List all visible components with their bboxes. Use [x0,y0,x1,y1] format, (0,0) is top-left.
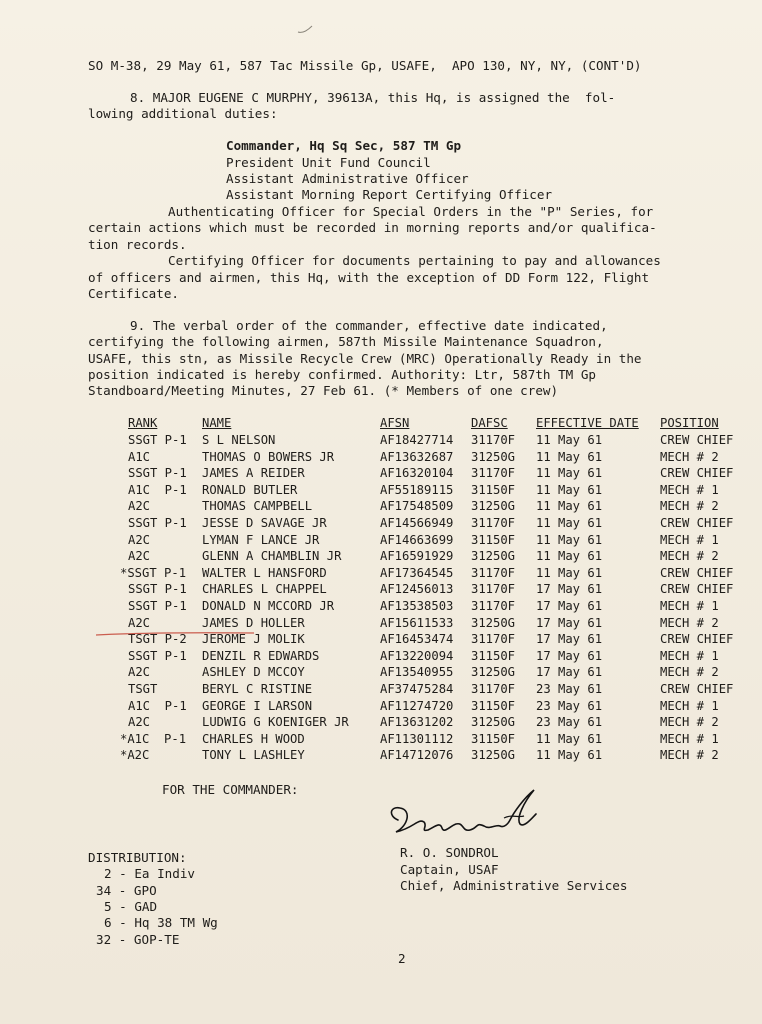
table-row [0,465,762,481]
table-row [0,648,762,664]
cell-effective-date: 17 May 61 [536,632,603,647]
cell-effective-date: 17 May 61 [536,582,603,597]
cell-afsn: AF18427714 [380,433,454,447]
handwritten-signature [384,788,554,848]
cell-effective-date: 11 May 61 [536,748,603,763]
cert-line1: Certifying Officer for documents pertaining to pay and allowances [168,253,661,268]
duty-president: President Unit Fund Council [226,155,431,170]
cell-effective-date: 11 May 61 [536,499,603,514]
cell-position: MECH # 1 [660,698,719,713]
para8-line1: 8. MAJOR EUGENE C MURPHY, 39613A, this Hq, is assigned the fol- [130,90,616,105]
cell-name: THOMAS CAMPBELL [202,499,313,514]
table-row [0,698,762,714]
cell-name: JESSE D SAVAGE JR [202,516,327,530]
signer-title: Chief, Administrative Services [400,878,628,893]
cell-effective-date: 11 May 61 [536,449,603,464]
cell-position: CREW CHIEF [660,682,734,696]
para9-line3: USAFE, this stn, as Missile Recycle Crew (MRC) Operationally Ready in the [88,351,642,366]
cell-rank: *SSGT P-1 [120,565,187,580]
page-number: 2 [398,951,406,966]
cell-afsn: AF13220094 [380,648,454,663]
cell-afsn: AF17548509 [380,499,454,514]
para9-line5: Standboard/Meeting Minutes, 27 Feb 61. (* Members of one crew) [88,383,559,398]
cell-rank: A1C P-1 [128,698,187,713]
cell-afsn: AF12456013 [380,582,454,597]
cell-dafsc: 31170F [471,599,516,613]
table-row [0,515,762,531]
cell-afsn: AF55189115 [380,482,454,497]
cell-position: MECH # 2 [660,665,719,680]
table-row [0,449,762,465]
cell-position: MECH # 2 [660,748,719,763]
cell-afsn: AF11274720 [380,698,454,713]
table-row [0,664,762,680]
para9-line4: position indicated is hereby confirmed. Authority: Ltr, 587th TM Gp [88,367,596,382]
cell-dafsc: 31250G [471,748,516,763]
table-header-row [0,415,762,431]
duty-commander: Commander, Hq Sq Sec, 587 TM Gp [226,138,462,153]
cell-rank: SSGT P-1 [128,433,187,447]
para8-line2: lowing additional duties: [88,106,278,121]
cell-name: JAMES A REIDER [202,466,305,481]
cell-name: CHARLES L CHAPPEL [202,582,327,597]
cell-position: MECH # 1 [660,482,719,497]
cell-rank: TSGT P-2 [128,632,187,647]
cell-afsn: AF14712076 [380,748,454,763]
duty-asst-admin: Assistant Administrative Officer [226,171,469,186]
cell-afsn: AF37475284 [380,682,454,696]
cell-position: MECH # 1 [660,532,719,547]
red-pencil-line [96,630,256,638]
cell-afsn: AF13540955 [380,665,454,680]
cell-name: DENZIL R EDWARDS [202,648,320,663]
cell-position: MECH # 1 [660,648,719,663]
cell-rank: A2C [128,532,151,547]
table-row [0,498,762,514]
cell-afsn: AF16320104 [380,466,454,481]
cell-afsn: AF13631202 [380,715,454,730]
auth-line1: Authenticating Officer for Special Orders in the "P" Series, for [168,204,654,219]
cell-position: MECH # 2 [660,615,719,630]
cell-name: JAMES D HOLLER [202,615,305,630]
table-row [0,581,762,597]
cell-effective-date: 23 May 61 [536,698,603,713]
cell-dafsc: 31250G [471,665,516,680]
cell-afsn: AF13538503 [380,599,454,613]
cell-afsn: AF16453474 [380,632,454,647]
cell-position: MECH # 2 [660,449,719,464]
cell-effective-date: 17 May 61 [536,599,603,613]
col-name-header: NAME [202,416,232,430]
cell-name: BERYL C RISTINE [202,682,313,696]
col-afsn-header: AFSN [380,416,410,430]
cell-dafsc: 31170F [471,516,516,530]
col-effective-date-header: EFFECTIVE DATE [536,416,639,430]
cell-name: S L NELSON [202,433,276,447]
for-the-commander: FOR THE COMMANDER: [162,782,299,797]
cell-name: LUDWIG G KOENIGER JR [202,715,349,730]
cell-effective-date: 11 May 61 [536,466,603,481]
cell-dafsc: 31150F [471,731,516,746]
cell-effective-date: 23 May 61 [536,715,603,730]
cell-name: JEROME J MOLIK [202,632,305,647]
cell-effective-date: 17 May 61 [536,615,603,630]
col-dafsc-header: DAFSC [471,416,508,430]
cell-position: MECH # 1 [660,599,719,613]
cell-afsn: AF17364545 [380,565,454,580]
cell-position: CREW CHIEF [660,433,734,447]
duty-morning-report: Assistant Morning Report Certifying Officer [226,187,553,202]
cell-effective-date: 11 May 61 [536,565,603,580]
cell-name: GEORGE I LARSON [202,698,313,713]
cell-afsn: AF15611533 [380,615,454,630]
cell-rank: SSGT P-1 [128,599,187,613]
table-row [0,482,762,498]
table-row [0,681,762,697]
cell-dafsc: 31250G [471,499,516,514]
table-row [0,598,762,614]
cert-line3: Certificate. [88,286,179,301]
cell-dafsc: 31170F [471,433,516,447]
cell-dafsc: 31150F [471,482,516,497]
cell-position: CREW CHIEF [660,632,734,647]
pencil-mark [296,22,316,36]
cell-afsn: AF14663699 [380,532,454,547]
cell-name: TONY L LASHLEY [202,748,305,763]
cell-position: MECH # 1 [660,731,719,746]
cell-dafsc: 31150F [471,532,516,547]
table-row [0,731,762,747]
cell-rank: A2C [128,615,151,630]
col-position-header: POSITION [660,416,719,430]
signer-rank: Captain, USAF [400,862,499,877]
cell-afsn: AF16591929 [380,549,454,564]
cell-dafsc: 31170F [471,466,516,481]
table-row [0,747,762,763]
cell-rank: A2C [128,499,151,514]
cell-rank: SSGT P-1 [128,466,187,481]
cell-rank: A2C [128,715,151,730]
table-row [0,615,762,631]
cell-dafsc: 31250G [471,549,516,564]
distribution-item: 5 - GAD [104,899,158,914]
cell-effective-date: 17 May 61 [536,665,603,680]
table-row [0,548,762,564]
cell-position: MECH # 2 [660,715,719,730]
cell-position: CREW CHIEF [660,582,734,597]
cell-rank: SSGT P-1 [128,648,187,663]
cell-rank: SSGT P-1 [128,582,187,597]
cell-rank: A1C [128,449,151,464]
auth-line2: certain actions which must be recorded in morning reports and/or qualifica- [88,220,657,235]
cert-line2: of officers and airmen, this Hq, with the exception of DD Form 122, Flight [88,270,650,285]
cell-name: RONALD BUTLER [202,482,298,497]
cell-position: MECH # 2 [660,499,719,514]
cell-effective-date: 11 May 61 [536,731,603,746]
cell-dafsc: 31170F [471,582,516,597]
cell-dafsc: 31250G [471,615,516,630]
table-row [0,714,762,730]
cell-rank: SSGT P-1 [128,516,187,530]
distribution-item: 32 - GOP-TE [96,932,180,947]
cell-name: THOMAS O BOWERS JR [202,449,335,464]
distribution-item: 2 - Ea Indiv [104,866,195,881]
cell-effective-date: 11 May 61 [536,532,603,547]
signer-name: R. O. SONDROL [400,845,499,860]
cell-effective-date: 11 May 61 [536,482,603,497]
cell-effective-date: 23 May 61 [536,682,603,696]
table-row [0,432,762,448]
cell-rank: A2C [128,665,151,680]
distribution-heading: DISTRIBUTION: [88,850,187,865]
cell-dafsc: 31250G [471,715,516,730]
cell-name: CHARLES H WOOD [202,731,305,746]
cell-afsn: AF11301112 [380,731,454,746]
cell-dafsc: 31150F [471,648,516,663]
distribution-item: 34 - GPO [96,883,157,898]
cell-rank: TSGT [128,682,158,696]
cell-dafsc: 31150F [471,698,516,713]
cell-dafsc: 31170F [471,682,516,696]
para9-line2: certifying the following airmen, 587th Missile Maintenance Squadron, [88,334,604,349]
cell-position: CREW CHIEF [660,466,734,481]
table-row [0,565,762,581]
cell-effective-date: 17 May 61 [536,648,603,663]
cell-dafsc: 31250G [471,449,516,464]
cell-afsn: AF13632687 [380,449,454,464]
cell-position: CREW CHIEF [660,516,734,530]
col-rank-header: RANK [128,416,158,430]
auth-line3: tion records. [88,237,187,252]
cell-name: WALTER L HANSFORD [202,565,327,580]
cell-name: DONALD N MCCORD JR [202,599,335,613]
cell-name: LYMAN F LANCE JR [202,532,320,547]
distribution-item: 6 - Hq 38 TM Wg [104,915,218,930]
order-header: SO M-38, 29 May 61, 587 Tac Missile Gp, USAFE, APO 130, NY, NY, (CONT'D) [88,58,642,73]
cell-position: CREW CHIEF [660,565,734,580]
cell-rank: *A2C [120,748,150,763]
cell-position: MECH # 2 [660,549,719,564]
cell-effective-date: 11 May 61 [536,549,603,564]
cell-afsn: AF14566949 [380,516,454,530]
cell-rank: A2C [128,549,151,564]
cell-effective-date: 11 May 61 [536,516,603,530]
cell-name: ASHLEY D MCCOY [202,665,305,680]
table-row [0,532,762,548]
cell-dafsc: 31170F [471,632,516,647]
cell-name: GLENN A CHAMBLIN JR [202,549,342,564]
para9-line1: 9. The verbal order of the commander, effective date indicated, [130,318,608,333]
cell-rank: *A1C P-1 [120,731,187,746]
cell-effective-date: 11 May 61 [536,433,603,447]
cell-dafsc: 31170F [471,565,516,580]
cell-rank: A1C P-1 [128,482,187,497]
